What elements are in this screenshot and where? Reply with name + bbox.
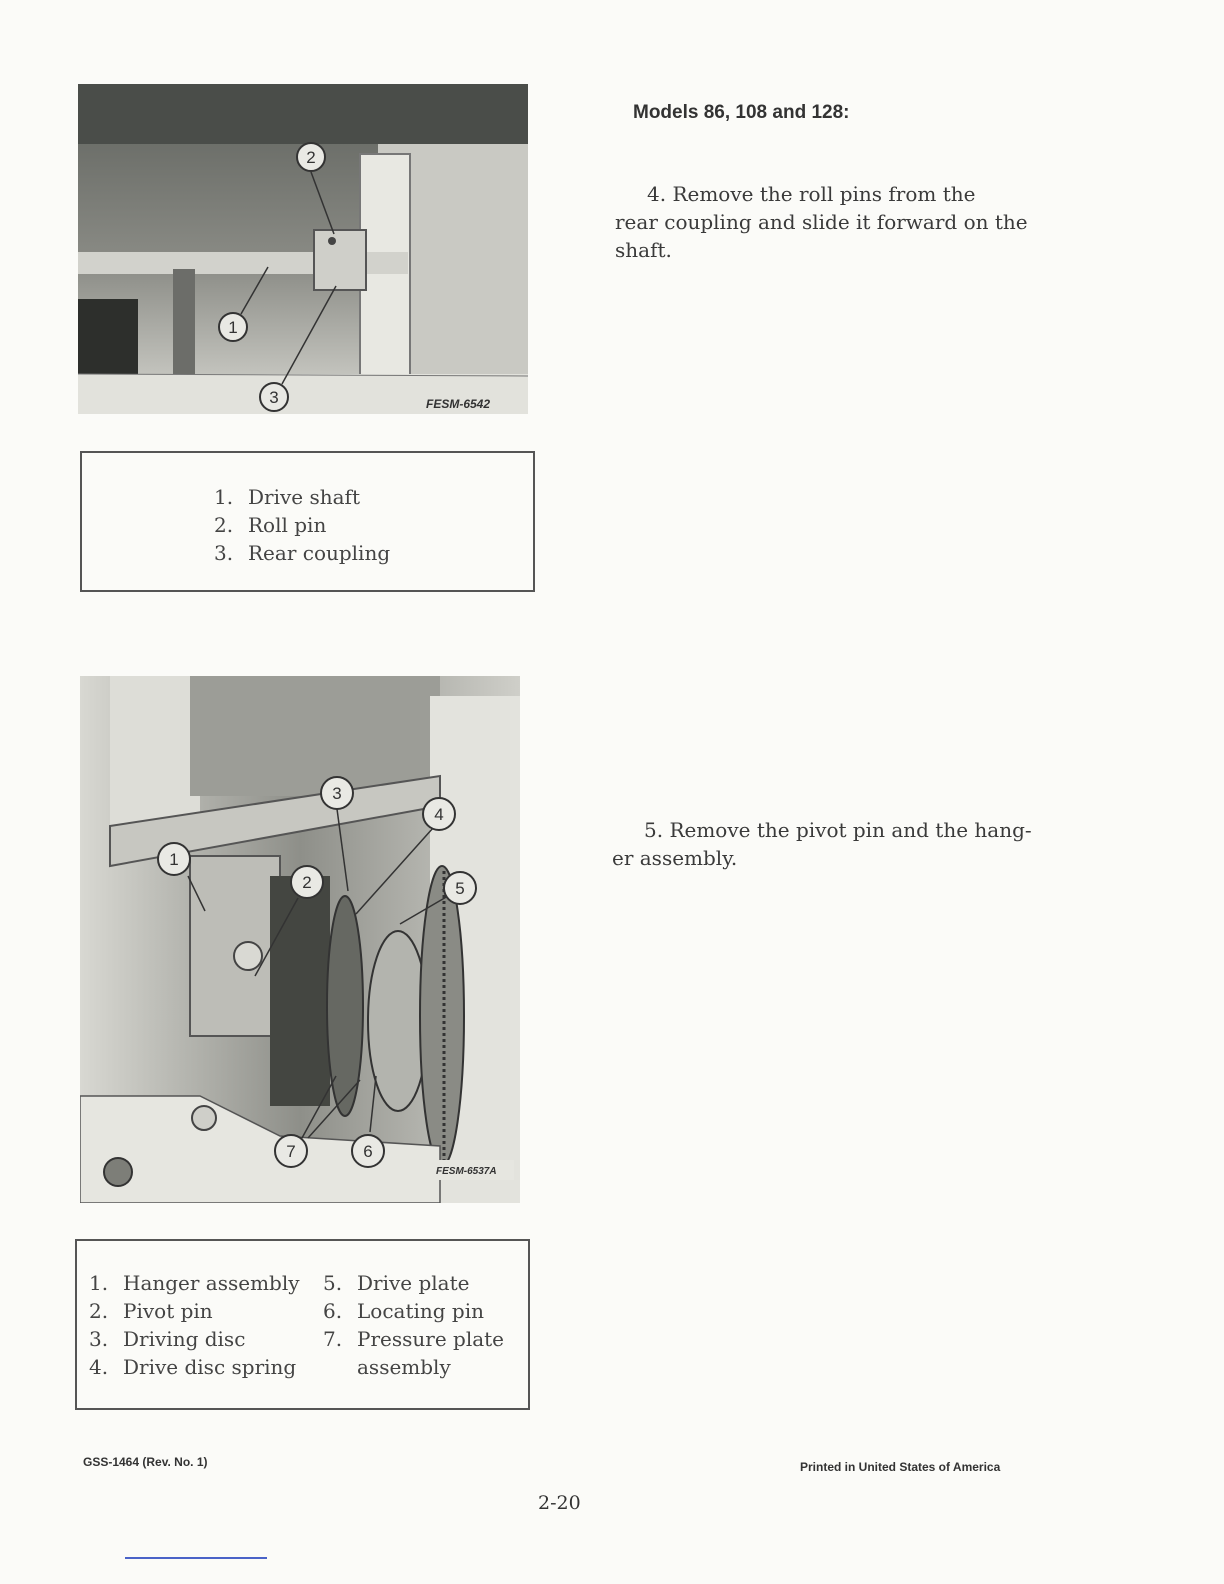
step-4-line: 4. Remove the roll pins from the xyxy=(647,182,976,206)
step-5 xyxy=(612,816,1032,872)
doc-id: GSS-1464 (Rev. No. 1) xyxy=(83,1455,208,1469)
legend-item: 3. Driving disc xyxy=(89,1327,246,1351)
figure2-callout: 7 xyxy=(286,1142,296,1161)
figure2-callout: 6 xyxy=(363,1142,373,1161)
figure2-id: FESM-6537A xyxy=(436,1166,497,1177)
figure2-callout: 1 xyxy=(169,850,179,869)
figure2-callout: 3 xyxy=(332,784,342,803)
figure1-callout: 1 xyxy=(228,318,238,337)
figure2-legend-right xyxy=(323,1269,504,1381)
legend-item: 5. Drive plate xyxy=(323,1271,470,1295)
step-5-line: er assembly. xyxy=(612,846,738,870)
figure2-photo xyxy=(80,676,520,1203)
legend-item: 1. Drive shaft xyxy=(214,485,360,509)
legend-item: 4. Drive disc spring xyxy=(89,1355,297,1379)
figure1-legend xyxy=(80,451,535,592)
figure1-callout: 3 xyxy=(269,388,279,407)
figure1-callout: 2 xyxy=(306,148,316,167)
step-4-line: rear coupling and slide it forward on the xyxy=(615,210,1028,234)
legend-item: assembly xyxy=(357,1355,451,1379)
figure1-id: FESM-6542 xyxy=(426,397,491,411)
page-number: 2-20 xyxy=(538,1492,581,1514)
step-5-line: 5. Remove the pivot pin and the hang- xyxy=(644,818,1032,842)
legend-item: 3. Rear coupling xyxy=(214,541,391,565)
legend-item: 1. Hanger assembly xyxy=(89,1271,300,1295)
figure1-photo xyxy=(78,84,528,414)
legend-item: 2. Pivot pin xyxy=(89,1299,213,1323)
figure2-callout: 4 xyxy=(434,805,444,824)
step-4 xyxy=(615,180,1028,264)
figure2-callout: 2 xyxy=(302,873,312,892)
divider xyxy=(125,1557,267,1559)
legend-item: 7. Pressure plate xyxy=(323,1327,505,1351)
figure2-legend-left xyxy=(89,1269,300,1381)
figure2-legend xyxy=(75,1239,530,1410)
legend-item: 2. Roll pin xyxy=(214,513,327,537)
step-4-line: shaft. xyxy=(615,238,672,262)
legend-item: 6. Locating pin xyxy=(323,1299,485,1323)
printed-note: Printed in United States of America xyxy=(800,1460,1001,1474)
section-heading: Models 86, 108 and 128: xyxy=(633,102,850,123)
figure2-callout: 5 xyxy=(455,879,465,898)
